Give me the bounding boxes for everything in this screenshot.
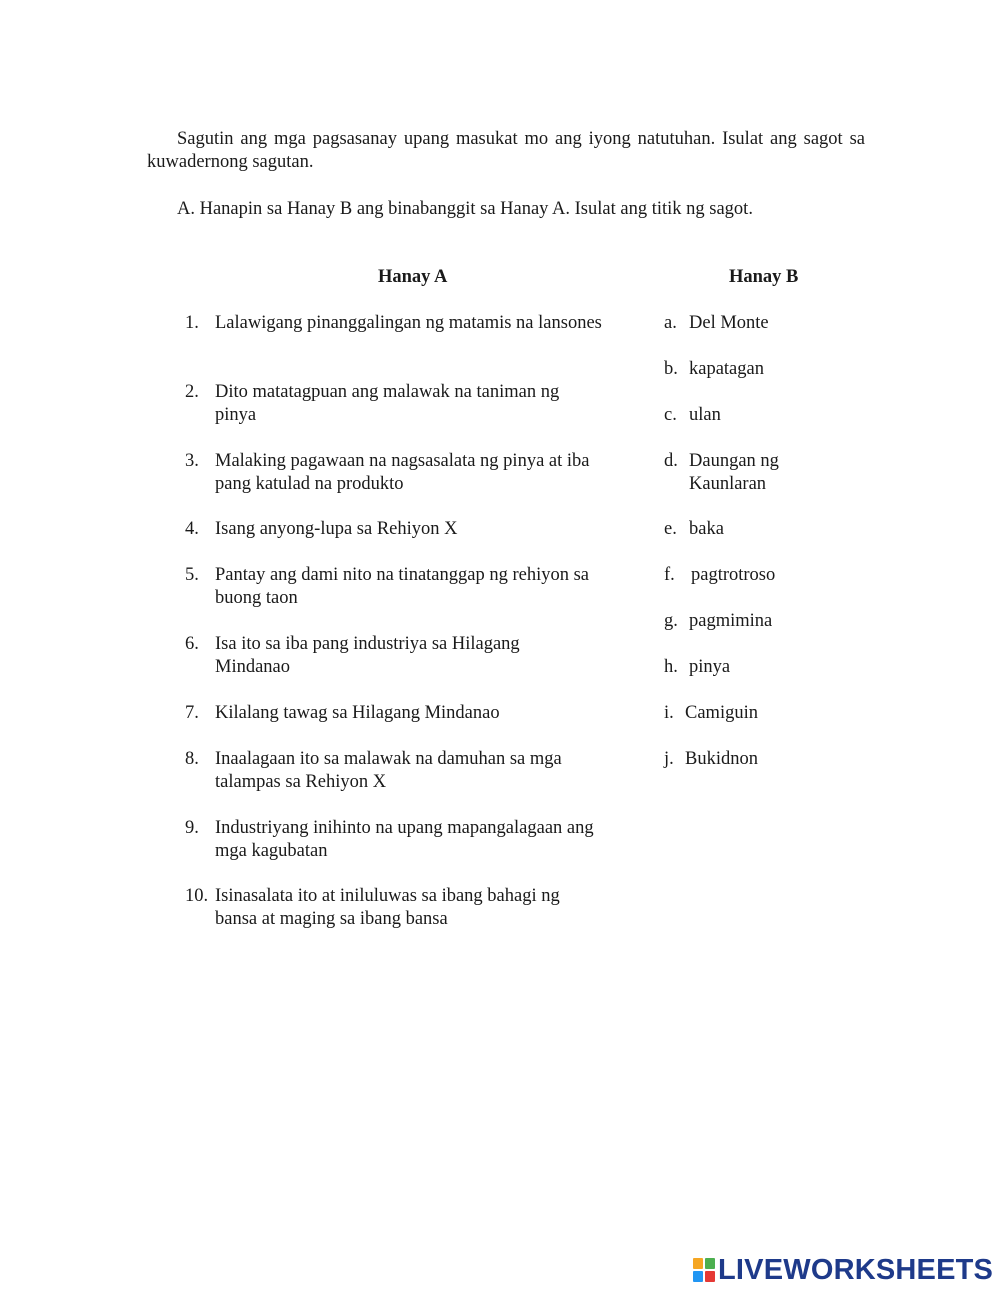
item-number: 9. <box>185 818 199 838</box>
instruction-a: A. Hanapin sa Hanay B ang binabanggit sa Hanay A. Isulat ang titik ng sagot. <box>177 199 753 219</box>
item-text: Camiguin <box>685 703 758 723</box>
item-number: 3. <box>185 451 199 471</box>
item-text: Lalawigang pinanggalingan ng matamis na lansones <box>215 313 602 333</box>
item-number: 4. <box>185 519 199 539</box>
item-text: Dito matatagpuan ang malawak na taniman ng pinya <box>215 382 560 425</box>
item-letter: j. <box>664 749 674 769</box>
hanay-a-heading: Hanay A <box>378 267 448 287</box>
logo-square <box>693 1258 703 1269</box>
item-text: Isinasalata ito at iniluluwas sa ibang bahagi ng bansa at maging sa ibang bansa <box>215 886 560 929</box>
liveworksheets-logo <box>693 1253 993 1287</box>
item-text: Malaking pagawaan na nagsasalata ng pinya at iba pang katulad na produkto <box>215 451 590 494</box>
item-text: Inaalagaan ito sa malawak na damuhan sa mga talampas sa Rehiyon X <box>215 749 562 792</box>
item-letter: b. <box>664 359 678 379</box>
item-text: baka <box>689 519 724 539</box>
item-letter: d. <box>664 451 678 471</box>
logo-square <box>705 1271 715 1282</box>
item-letter: g. <box>664 611 678 631</box>
item-letter: c. <box>664 405 677 425</box>
item-number: 7. <box>185 703 199 723</box>
item-text: Industriyang inihinto na upang mapangalagaan ang mga kagubatan <box>215 818 594 861</box>
item-letter: e. <box>664 519 677 539</box>
item-text: kapatagan <box>689 359 764 379</box>
item-text: Isang anyong-lupa sa Rehiyon X <box>215 519 458 539</box>
item-number: 2. <box>185 382 199 402</box>
item-text: Pantay ang dami nito na tinatanggap ng rehiyon sa buong taon <box>215 565 590 608</box>
hanay-b-heading: Hanay B <box>729 267 799 287</box>
logo-square <box>693 1271 703 1282</box>
logo-squares-icon <box>693 1258 715 1282</box>
item-text: Isa ito sa iba pang industriya sa Hilagang Mindanao <box>215 634 520 677</box>
intro-paragraph: Sagutin ang mga pagsasanay upang masukat mo ang iyong natutuhan. Isulat ang sagot sa kuwadernong sagutan. <box>147 129 865 172</box>
item-text: Del Monte <box>689 313 769 333</box>
item-number: 8. <box>185 749 199 769</box>
item-number: 1. <box>185 313 199 333</box>
item-text: pinya <box>689 657 731 677</box>
item-text: Bukidnon <box>685 749 758 769</box>
item-text: pagmimina <box>689 611 773 631</box>
logo-text: LIVEWORKSHEETS <box>718 1254 994 1286</box>
logo-square <box>705 1258 715 1269</box>
item-text: ulan <box>689 405 721 425</box>
item-letter: a. <box>664 313 677 333</box>
item-number: 5. <box>185 565 199 585</box>
item-text: Kilalang tawag sa Hilagang Mindanao <box>215 703 500 723</box>
item-number: 6. <box>185 634 199 654</box>
item-text: pagtrotroso <box>691 565 776 585</box>
item-number: 10. <box>185 886 209 906</box>
item-letter: f. <box>664 565 675 585</box>
item-letter: i. <box>664 703 674 723</box>
item-letter: h. <box>664 657 678 677</box>
item-text: Daungan ng Kaunlaran <box>689 451 779 494</box>
